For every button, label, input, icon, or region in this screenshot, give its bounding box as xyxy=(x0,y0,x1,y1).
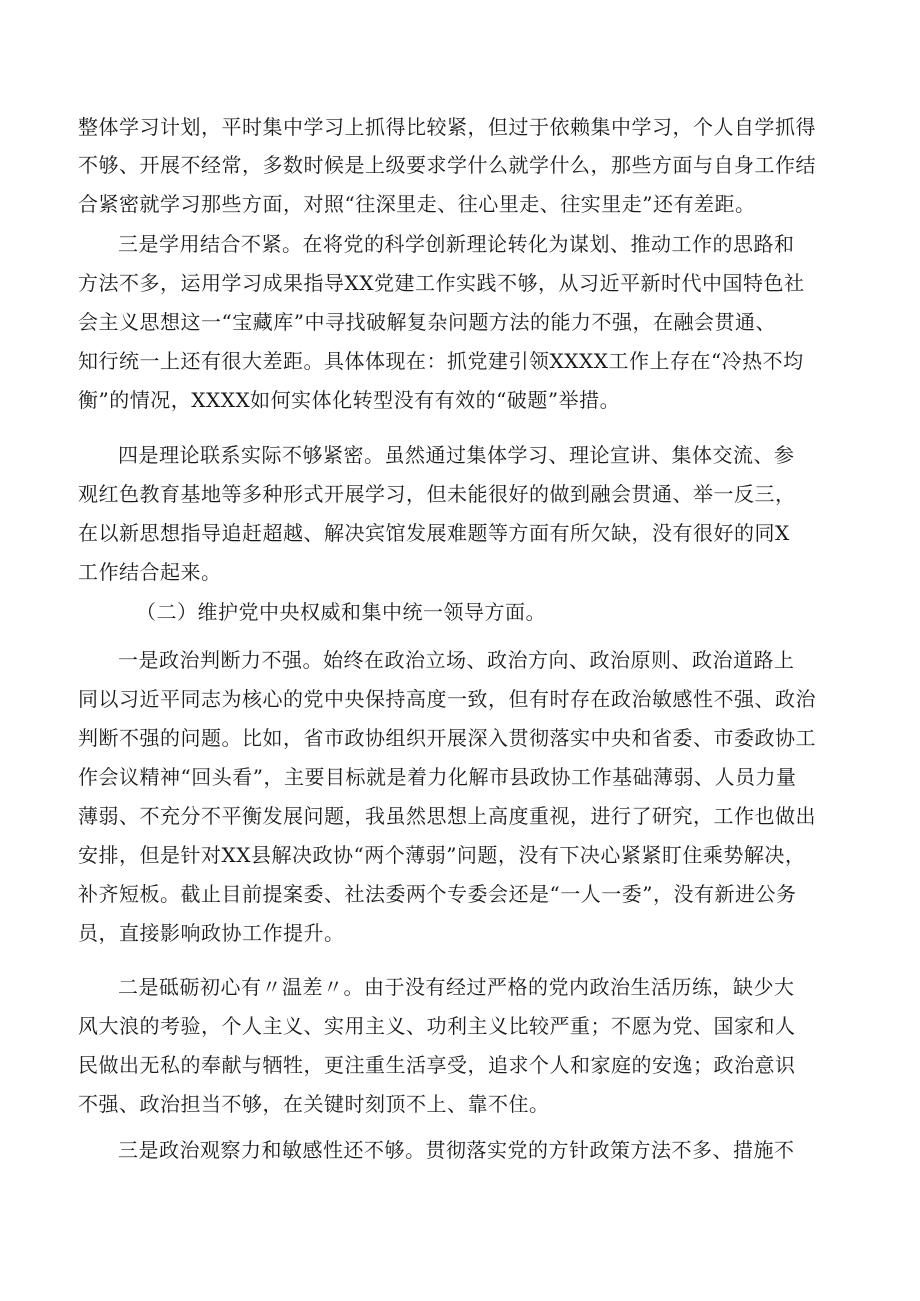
text-line: 安排，但是针对XX县解决政协“两个薄弱”问题，没有下决心紧紧盯住乘势解决， xyxy=(78,843,806,867)
text-line: 观红色教育基地等多种形式开展学习，但未能很好的做到融会贯通、举一反三， xyxy=(78,482,796,506)
text-line: 员，直接影响政协工作提升。 xyxy=(78,921,345,945)
text-line: 风大浪的考验，个人主义、实用主义、功利主义比较严重；不愿为党、国家和人 xyxy=(78,1014,796,1038)
text-line: 二是砥砺初心有〃温差〃。由于没有经过严格的党内政治生活历练，缺少大 xyxy=(118,975,795,999)
text-line: 在以新思想指导追赶超越、解决宾馆发展难题等方面有所欠缺，没有很好的同X xyxy=(78,521,790,545)
text-line: 整体学习计划，平时集中学习上抓得比较紧，但过于依赖集中学习，个人自学抓得 xyxy=(78,115,816,139)
text-line: 补齐短板。截止目前提案委、社法委两个专委会还是“一人一委”，没有新进公务 xyxy=(78,882,797,906)
text-line: 四是理论联系实际不够紧密。虽然通过集体学习、理论宣讲、集体交流、参 xyxy=(118,443,795,467)
text-line: 三是学用结合不紧。在将党的科学创新理论转化为谋划、推动工作的思路和 xyxy=(118,232,795,256)
text-line: 不强、政治担当不够，在关键时刻顶不上、靠不住。 xyxy=(78,1092,550,1116)
text-line: 判断不强的问题。比如，省市政协组织开展深入贯彻落实中央和省委、市委政协工 xyxy=(78,726,816,750)
text-line: 作会议精神“回头看”，主要目标就是着力化解市县政协工作基础薄弱、人员力量 xyxy=(78,765,797,789)
text-line: 工作结合起来。 xyxy=(78,560,222,584)
text-line: 方法不多，运用学习成果指导XX党建工作实践不够，从习近平新时代中国特色社 xyxy=(78,271,805,295)
text-line: 衡”的情况，XXXX如何实体化转型没有有效的“破题”举措。 xyxy=(78,388,621,412)
text-line: 同以习近平同志为核心的党中央保持高度一致，但有时存在政治敏感性不强、政治 xyxy=(78,687,816,711)
text-line: 一是政治判断力不强。始终在政治立场、政治方向、政治原则、政治道路上 xyxy=(118,648,795,672)
text-line: 不够、开展不经常，多数时候是上级要求学什么就学什么，那些方面与自身工作结 xyxy=(78,153,816,177)
text-line: 合紧密就学习那些方面，对照“往深里走、往心里走、往实里走”还有差距。 xyxy=(78,192,756,216)
text-line: 民做出无私的奉献与牺牲，更注重生活享受，追求个人和家庭的安逸；政治意识 xyxy=(78,1053,796,1077)
text-line: 知行统一上还有很大差距。具体体现在：抓党建引领XXXX工作上存在“冷热不均 xyxy=(78,349,804,373)
text-line: 三是政治观察力和敏感性还不够。贯彻落实党的方针政策方法不多、措施不 xyxy=(118,1138,795,1162)
section-heading: （二）维护党中央权威和集中统一领导方面。 xyxy=(136,600,546,624)
text-line: 会主义思想这一“宝藏库”中寻找破解复杂问题方法的能力不强，在融会贯通、 xyxy=(78,310,776,334)
text-line: 薄弱、不充分不平衡发展问题，我虽然思想上高度重视，进行了研究，工作也做出 xyxy=(78,804,816,828)
